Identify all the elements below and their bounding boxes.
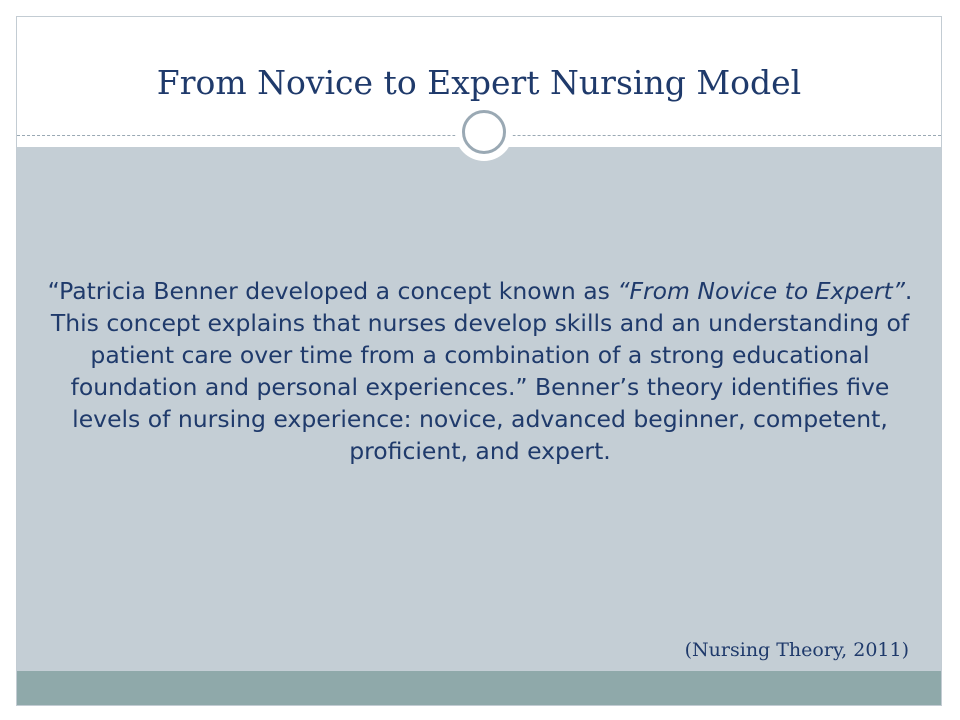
body-quote-open: “Patricia Benner developed a concept known as <box>47 277 618 305</box>
body-paragraph <box>37 275 923 467</box>
footer-band <box>17 671 941 705</box>
slide-title: From Novice to Expert Nursing Model <box>156 63 802 102</box>
citation: (Nursing Theory, 2011) <box>684 639 909 661</box>
circle-ring-icon <box>462 110 506 154</box>
slide <box>16 16 942 706</box>
body-quote-italic: “From Novice to Expert” <box>617 277 905 305</box>
body-quote-rest: . This concept explains that nurses develop skills and an understanding of patient care over time from a combination of a strong educational foundation and personal experiences.” Benner’s theory identifies five levels of nursing experience: novice, advanced beginner, competent, proficient, and expert. <box>50 277 913 465</box>
